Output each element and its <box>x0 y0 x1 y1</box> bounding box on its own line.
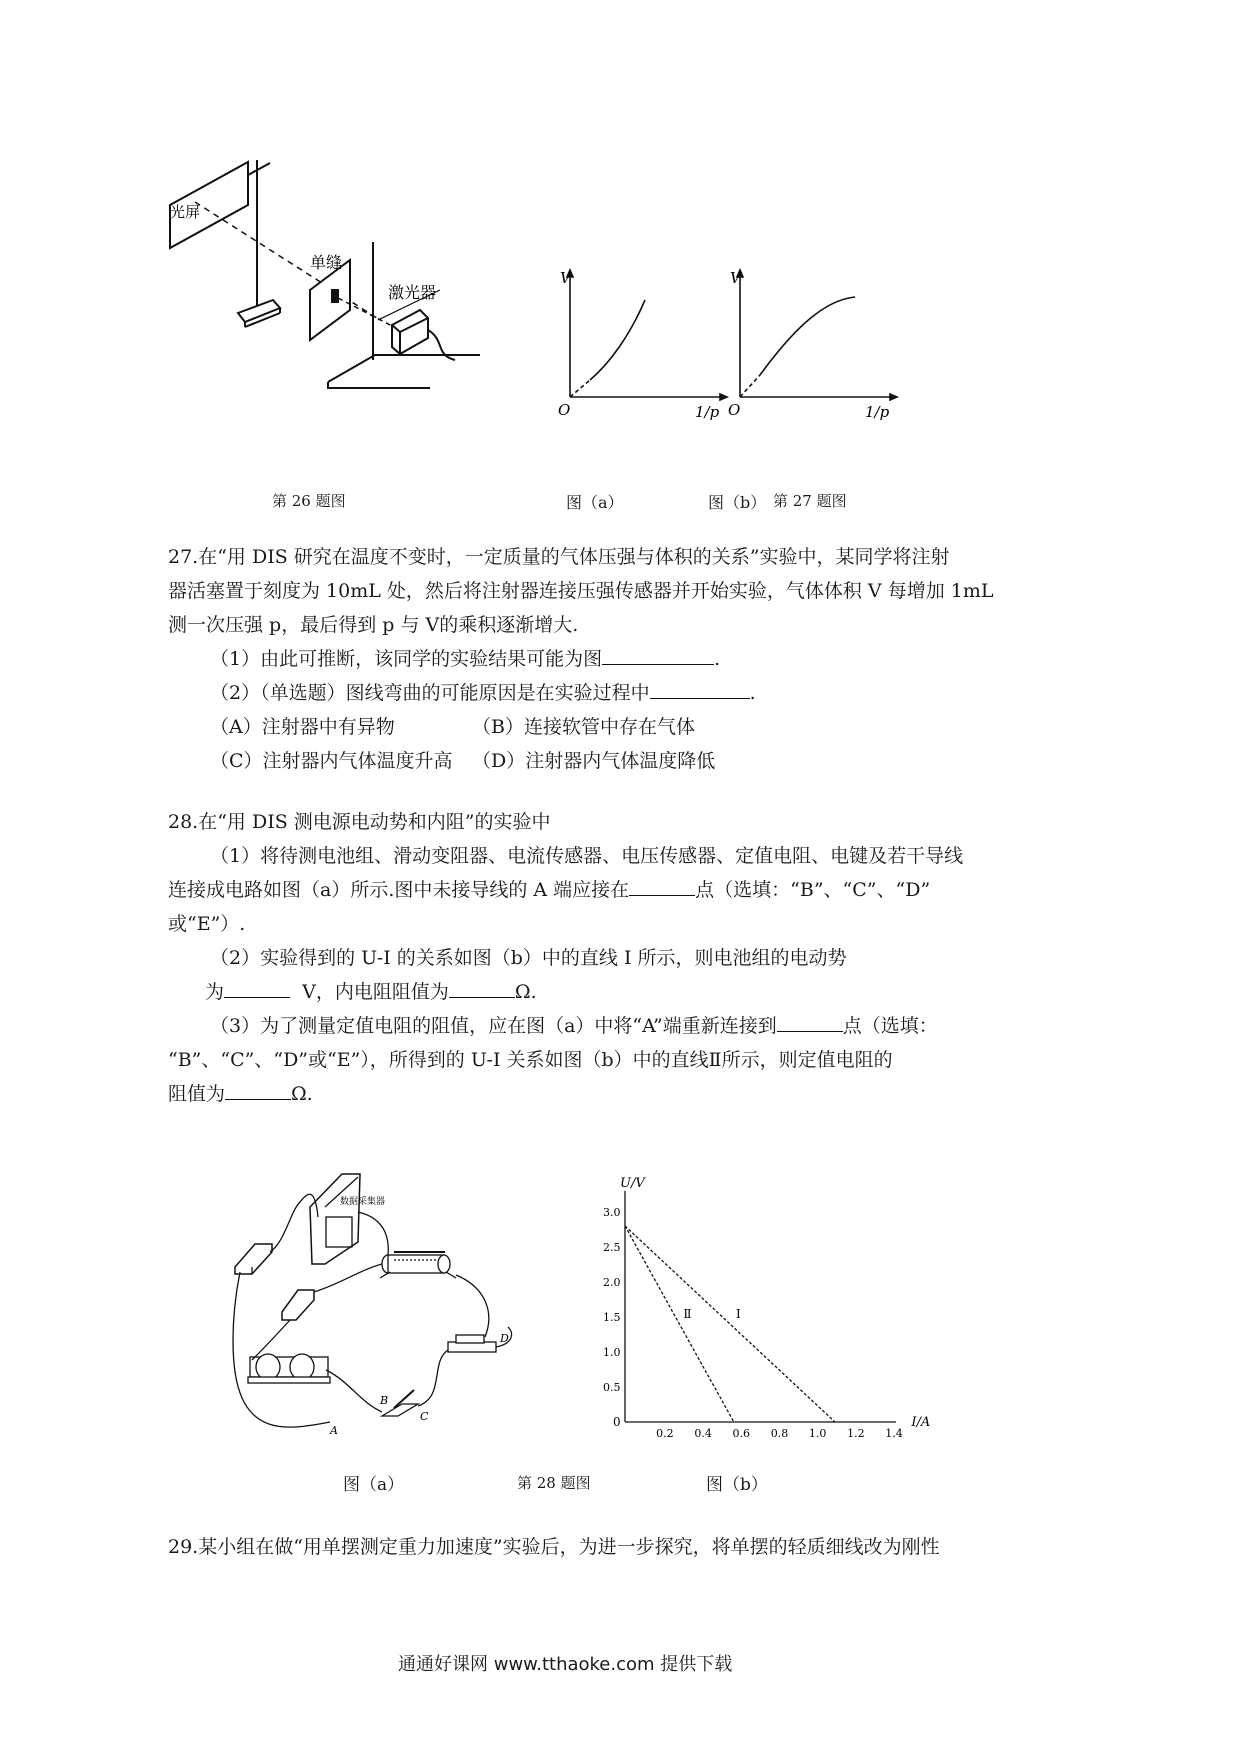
fig27-caption: 第 27 题图 <box>773 492 847 510</box>
chart-x-tick-label: 0.4 <box>694 1427 712 1440</box>
q28-answer-blank-2[interactable] <box>224 979 290 998</box>
fig28a-collector-label: 数据采集器 <box>340 1197 386 1207</box>
q28-stem: 28.在“用 DIS 测电源电动势和内阻”的实验中 <box>168 811 551 833</box>
q27-stem-line3: 测一次压强 p，最后得到 p 与 V的乘积逐渐增大. <box>168 614 579 636</box>
q28-sub3-line2: “B”、“C”、“D”或“E”），所得到的 U-I 关系如图（b）中的直线Ⅱ所示，则定值电阻的 <box>168 1049 893 1071</box>
fig27a-caption: 图（a） <box>566 493 624 512</box>
q28-sub1-line1: （1）将待测电池组、滑动变阻器、电流传感器、电压传感器、定值电阻、电键及若干导线 <box>210 845 964 867</box>
chart-y-label: U/V <box>620 1176 645 1191</box>
fig28-caption: 第 28 题图 <box>517 1474 591 1492</box>
q27-sub1-text: （1）由此可推断，该同学的实验结果可能为图 <box>210 648 603 670</box>
q28-sub1-line3: 或“E”）. <box>168 913 246 935</box>
fig27a-y-label: V <box>560 269 571 287</box>
chart-x-tick-label: 0.6 <box>732 1427 751 1440</box>
q28-sub2-line1: （2）实验得到的 U-I 的关系如图（b）中的直线 I 所示，则电池组的电动势 <box>210 947 847 969</box>
q28-sub3-line3b: Ω. <box>291 1083 313 1105</box>
q28-sub3-line1 <box>210 1009 938 1043</box>
q27-option-b: （B）连接软管中存在气体 <box>472 716 695 738</box>
q28-answer-blank-4[interactable] <box>777 1013 843 1032</box>
fig26-laser-label: 激光器 <box>388 283 437 302</box>
q28-sub3-line1b: 点（选填： <box>842 1015 938 1037</box>
fig27b-x-label: 1/p <box>865 403 890 421</box>
chart-series-line-2 <box>625 1226 734 1422</box>
chart-y-tick-label: 2.0 <box>603 1276 621 1289</box>
fig27b-origin: O <box>728 401 741 419</box>
fig27b-y-label: V <box>730 269 741 287</box>
q28-answer-blank-3[interactable] <box>449 979 515 998</box>
q28-sub3-line3a: 阻值为 <box>168 1083 226 1105</box>
footer-source: 通通好课网 www.tthaoke.com 提供下载 <box>398 1654 733 1675</box>
chart-series-label-1: I <box>736 1307 741 1321</box>
q28-sub1-line2 <box>168 873 930 907</box>
chart-series-label-2: Ⅱ <box>683 1307 692 1321</box>
q27-option-a: （A）注射器中有异物 <box>210 716 395 738</box>
q28-sub2-line2 <box>205 975 537 1009</box>
q27-sub1: （1）由此可推断，该同学的实验结果可能为图 . <box>210 648 721 670</box>
q28-sub1-line2b: 点（选填：“B”、“C”、“D” <box>695 879 931 901</box>
q27-stem-line1: 27.在“用 DIS 研究在温度不变时，一定质量的气体压强与体积的关系”实验中，某同学将注射 <box>168 546 950 568</box>
q27-option-d: （D）注射器内气体温度降低 <box>472 750 716 772</box>
chart-y-tick-label: 1.0 <box>603 1346 621 1359</box>
q28-sub2-line2a: 为 <box>205 981 225 1003</box>
chart-series-line-1 <box>625 1226 835 1422</box>
fig27b-caption: 图（b） <box>708 493 767 512</box>
q28-sub3-line3 <box>168 1077 313 1111</box>
chart-x-tick-label: 1.4 <box>885 1427 903 1440</box>
chart-x-tick-label: 1.2 <box>847 1427 865 1440</box>
chart-y-tick-label: 3.0 <box>603 1206 621 1219</box>
fig26-caption: 第 26 题图 <box>272 492 346 510</box>
q28-sub2-line2b: V，内电阻阻值为 <box>302 981 449 1003</box>
q27-option-c: （C）注射器内气体温度升高 <box>210 750 453 772</box>
q27-sub2-text: （2）（单选题）图线弯曲的可能原因是在实验过程中 <box>210 682 650 704</box>
chart-x-tick-label: 0.8 <box>770 1427 789 1440</box>
fig27a-graph <box>555 265 730 425</box>
chart-origin-label: 0 <box>613 1415 621 1429</box>
fig27a-origin: O <box>558 401 571 419</box>
q29-stem: 29.某小组在做“用单摆测定重力加速度”实验后，为进一步探究，将单摆的轻质细线改为刚性 <box>168 1536 940 1558</box>
fig28a-label-c: C <box>420 1410 429 1423</box>
q28-answer-blank-1[interactable] <box>629 877 695 896</box>
fig28a-label-b: B <box>380 1394 389 1407</box>
fig28a-label-a: A <box>330 1424 338 1437</box>
fig27b-graph <box>725 265 900 425</box>
fig26-slit-label: 单缝 <box>310 253 343 272</box>
q28-sub2-line2c: Ω. <box>514 981 537 1003</box>
fig26-screen-label: 光屏 <box>170 203 201 221</box>
q27-answer-blank-1[interactable] <box>602 646 714 665</box>
fig28b-ui-chart <box>600 1170 931 1460</box>
chart-x-tick-label: 1.0 <box>808 1427 827 1440</box>
q27-stem-line2: 器活塞置于刻度为 10mL 处，然后将注射器连接压强传感器并开始实验，气体体积 V 每增加 1mL <box>168 580 994 602</box>
q28-answer-blank-5[interactable] <box>225 1081 291 1100</box>
fig28a-label-d: D <box>500 1332 509 1345</box>
chart-y-tick-label: 1.5 <box>603 1311 621 1324</box>
fig28a-caption: 图（a） <box>343 1475 405 1495</box>
fig27a-x-label: 1/p <box>695 403 720 421</box>
chart-y-tick-label: 2.5 <box>603 1241 621 1254</box>
fig28b-caption: 图（b） <box>706 1475 768 1495</box>
chart-y-tick-label: 0.5 <box>603 1381 621 1394</box>
q28-sub3-line1a: （3）为了测量定值电阻的阻值，应在图（a）中将“A”端重新连接到 <box>210 1015 777 1037</box>
fig28a-circuit <box>230 1172 520 1454</box>
q27-answer-blank-2[interactable] <box>650 680 750 699</box>
fig26-apparatus <box>160 150 490 420</box>
q27-sub2: （2）（单选题）图线弯曲的可能原因是在实验过程中 . <box>210 682 756 704</box>
chart-x-label: I/A <box>911 1415 931 1430</box>
q28-sub1-line2a: 连接成电路如图（a）所示.图中未接导线的 A 端应接在 <box>168 879 630 901</box>
chart-x-tick-label: 0.2 <box>656 1427 674 1440</box>
